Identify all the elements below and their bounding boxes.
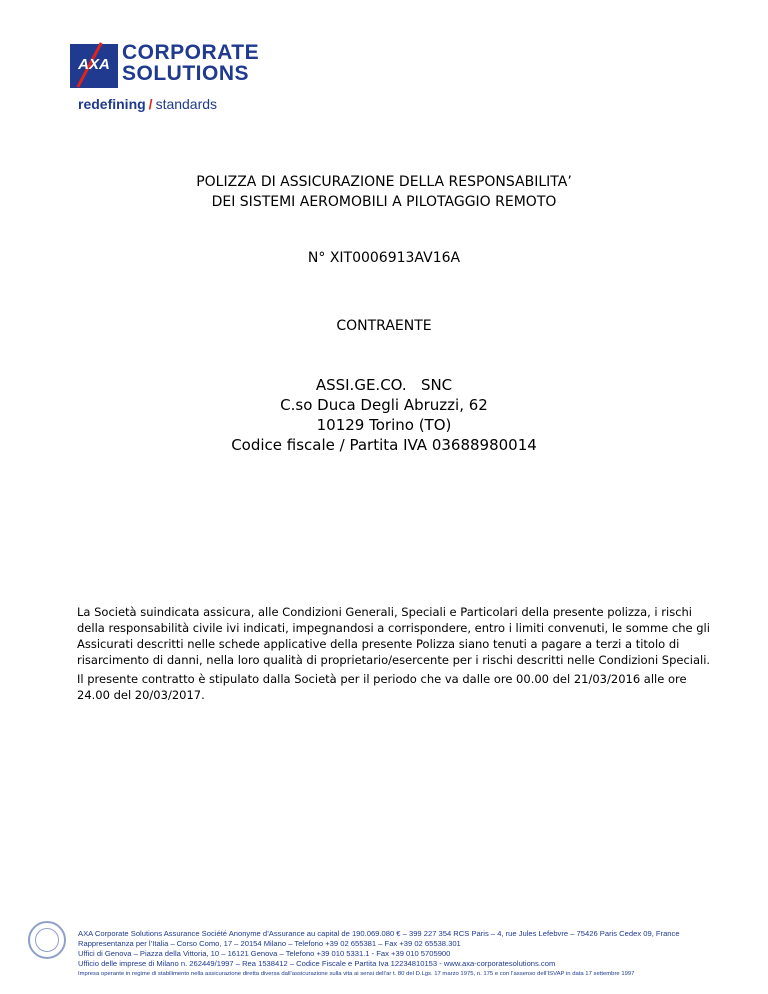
company-seal-icon [28,921,66,959]
contraente-heading: CONTRAENTE [336,318,432,334]
logo-mark-text: AXA [78,56,110,73]
title-line-1: POLIZZA DI ASSICURAZIONE DELLA RESPONSABILITA’ [196,174,572,190]
footer-line-3: Uffici di Genova – Piazza della Vittoria, 10 – 16121 Genova – Telefono +39 010 5331.1 - Fax +39 010 5705900 [78,949,451,958]
axa-logo-mark [70,44,118,88]
brand-line-2: SOLUTIONS [122,62,250,85]
logo-tagline [78,96,217,112]
footer-line-1: AXA Corporate Solutions Assurance Société Anonyme d’Assurance au capital de 190.069.080 € – 399 227 354 RCS Paris – 4, rue Jules Lefebvre – 75426 Paris Cedex 09, France [78,929,680,938]
brand-line-1: CORPORATE [122,41,260,64]
company-logo [70,41,280,116]
contraente-tax-code: Codice fiscale / Partita IVA 03688980014 [231,436,537,454]
logo-brand-name [122,42,259,84]
tagline-rest: standards [155,96,218,112]
policy-number: N° XIT0006913AV16A [307,250,461,266]
footer-line-5: Impresa operante in regime di stabilimento nella assicurazione diretta diversa dall’assicurazione sulla vita ai sensi dell’ar t. 80 del D.Lgs. 17 marzo 1975, n. 175 e con l’assenso dell’ISVAP in data 17 settembre 1997 [78,971,635,977]
tagline-slash: / [148,96,153,112]
coverage-paragraph: La Società suindicata assicura, alle Condizioni Generali, Speciali e Particolari della presente polizza, i rischi della responsabilità civile ivi indicati, impegnandosi a corrispondere, entro i limiti convenuti, le somme che gli Assicurati descritti nelle schede applicative della presente Polizza siano tenuti a pagare a terzi a titolo di risarcimento di danni, nella loro qualità di proprietario/esercente per i rischi descritti nelle Condizioni Speciali. [77,605,711,667]
contraente-address: C.so Duca Degli Abruzzi, 62 [280,396,488,414]
footer-line-4: Ufficio delle imprese di Milano n. 262449/1997 – Rea 1538412 – Codice Fiscale e Partita Iva 12234810153 - www.axa-corporatesolutions.com [78,959,556,968]
contraente-details [0,375,768,455]
title-line-2: DEI SISTEMI AEROMOBILI A PILOTAGGIO REMOTO [211,194,557,210]
period-paragraph: Il presente contratto è stipulato dalla Società per il periodo che va dalle ore 00.00 del 21/03/2016 alle ore 24.00 del 20/03/2017. [77,672,687,702]
document-title [0,172,768,212]
contraente-city: 10129 Torino (TO) [316,416,452,434]
footer-line-2: Rappresentanza per l’Italia – Corso Como, 17 – 20154 Milano – Telefono +39 02 655381 – Fax +39 02 65538.301 [78,939,461,948]
contraente-name: ASSI.GE.CO. SNC [315,376,453,394]
tagline-bold: redefining [78,96,146,112]
legal-footer [78,929,758,979]
